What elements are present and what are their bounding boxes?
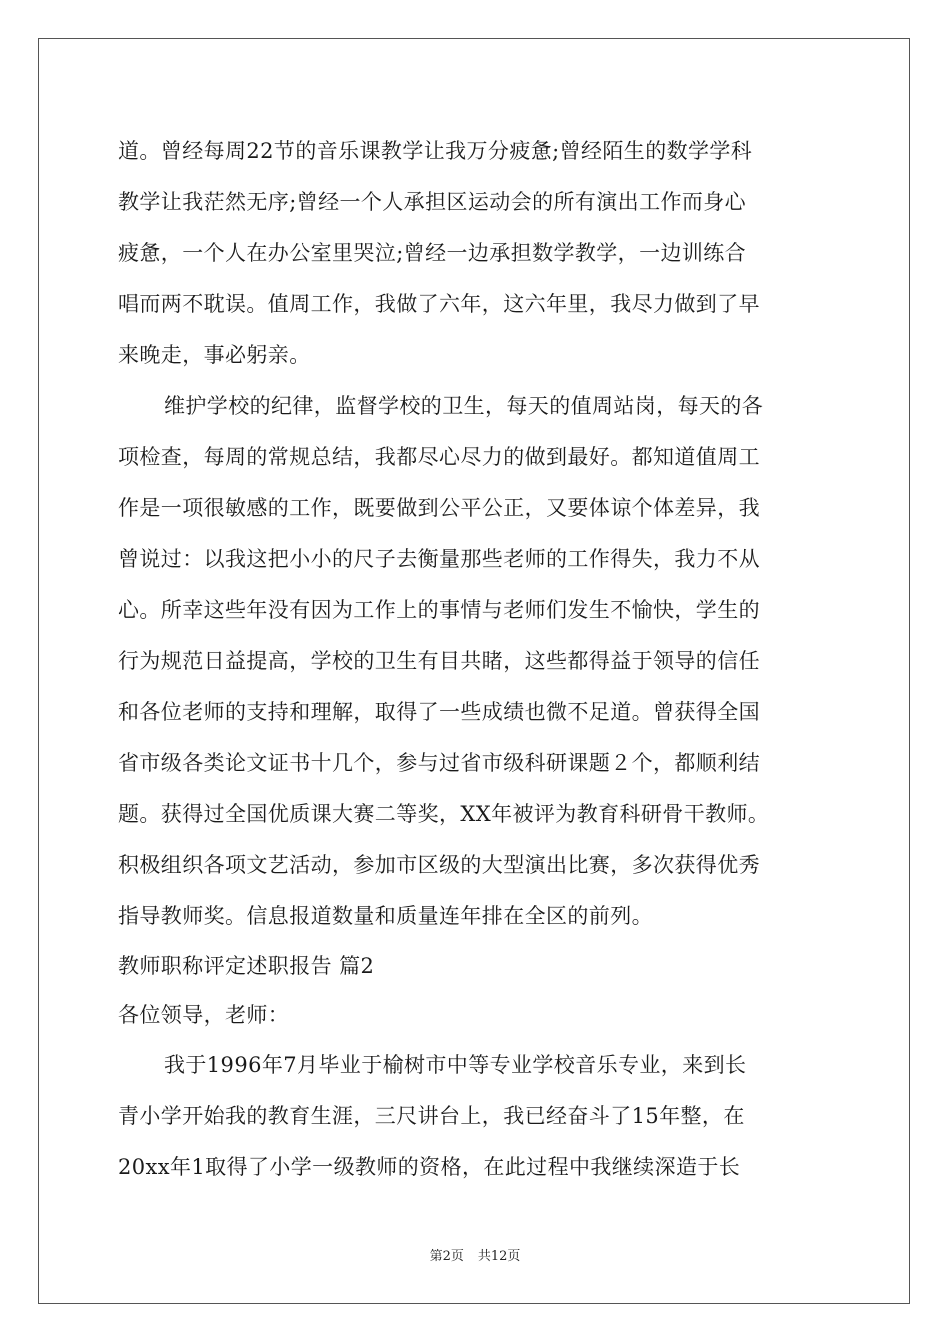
paragraph-line: 我于1996年7月毕业于榆树市中等专业学校音乐专业，来到长: [164, 1053, 747, 1077]
paragraph-line: 行为规范日益提高，学校的卫生有目共睹，这些都得益于领导的信任: [118, 649, 760, 673]
paragraph-line: 积极组织各项文艺活动，参加市区级的大型演出比赛，多次获得优秀: [118, 853, 760, 877]
paragraph-line: 曾说过：以我这把小小的尺子去衡量那些老师的工作得失，我力不从: [118, 547, 760, 571]
paragraph-line: 和各位老师的支持和理解，取得了一些成绩也微不足道。曾获得全国: [118, 700, 760, 724]
paragraph-line: 教学让我茫然无序;曾经一个人承担区运动会的所有演出工作而身心: [118, 190, 747, 214]
paragraph-line: 20xx年1取得了小学一级教师的资格，在此过程中我继续深造于长: [118, 1155, 741, 1179]
page-total: 共12页: [477, 1249, 521, 1264]
paragraph-line: 心。所幸这些年没有因为工作上的事情与老师们发生不愉快，学生的: [118, 598, 760, 622]
section-heading: 教师职称评定述职报告 篇2: [118, 954, 375, 978]
paragraph-line: 唱而两不耽误。值周工作，我做了六年，这六年里，我尽力做到了早: [118, 292, 760, 316]
paragraph-line: 省市级各类论文证书十几个，参与过省市级科研课题２个，都顺利结: [118, 751, 760, 775]
paragraph-line: 作是一项很敏感的工作，既要做到公平公正，又要体谅个体差异，我: [118, 496, 760, 520]
page-footer: [0, 1245, 950, 1264]
paragraph-line: 项检查，每周的常规总结，我都尽心尽力的做到最好。都知道值周工: [118, 445, 760, 469]
paragraph-line: 道。曾经每周22节的音乐课教学让我万分疲惫;曾经陌生的数学学科: [118, 139, 753, 163]
paragraph-line: 题。获得过全国优质课大赛二等奖，XX年被评为教育科研骨干教师。: [118, 802, 770, 826]
paragraph-line: 指导教师奖。信息报道数量和质量连年排在全区的前列。: [118, 904, 653, 928]
paragraph-line: 来晚走，事必躬亲。: [118, 343, 311, 367]
page-number: 第2页: [429, 1249, 464, 1264]
document-body: [118, 126, 838, 1193]
paragraph-line: 维护学校的纪律，监督学校的卫生，每天的值周站岗，每天的各: [164, 394, 764, 418]
paragraph-line: 疲惫，一个人在办公室里哭泣;曾经一边承担数学教学，一边训练合: [118, 241, 747, 265]
paragraph-line: 青小学开始我的教育生涯，三尺讲台上，我已经奋斗了15年整，在: [118, 1104, 745, 1128]
salutation: 各位领导，老师：: [118, 1003, 290, 1027]
